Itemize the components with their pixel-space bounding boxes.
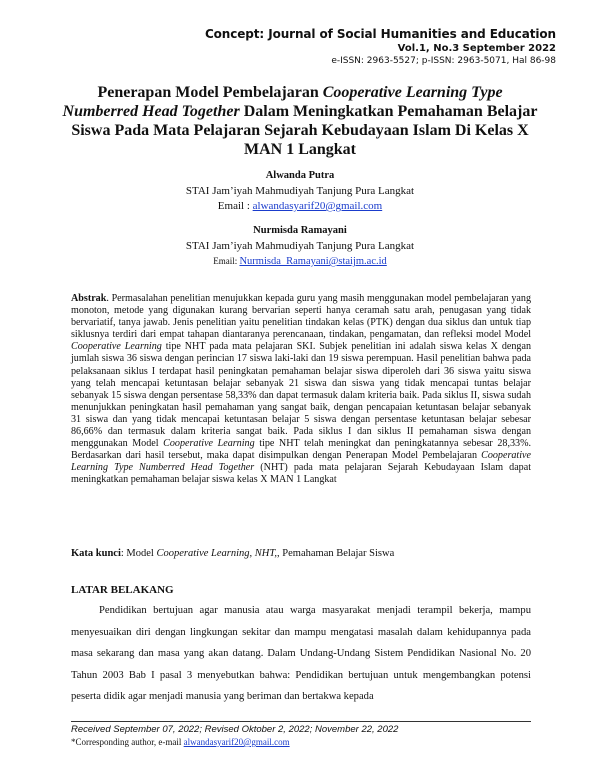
abstract-italic-1: Cooperative Learning: [71, 341, 162, 353]
journal-issn: e-ISSN: 2963-5527; p-ISSN: 2963-5071, Hal 86-98: [331, 56, 556, 66]
abstract-text-4: (NHT) pada mata pelajaran Sejarah Kebudayaan Islam dapat meningkatkan pemahaman belajar siswa kelas X MAN 1 Langkat: [71, 462, 532, 486]
journal-name: Concept: Journal of Social Humanities and Education: [204, 27, 556, 41]
corresponding-author: [71, 737, 290, 747]
keywords-label: Kata kunci: [71, 548, 121, 559]
title-part-3: Dalam Meningkatkan Pemahaman Belajar Siswa Pada Mata Pelajaran Sejarah Kebudayaan Islam Di Kelas X MAN 1 Langkat: [71, 103, 538, 158]
author-2-email-line: [0, 256, 600, 267]
received-dates: Received September 07, 2022; Revised Oktober 2, 2022; November 22, 2022: [71, 724, 399, 735]
author-1-email-line: [0, 200, 600, 212]
author-1-email-link[interactable]: alwandasyarif20@gmail.com: [252, 200, 383, 212]
title-part-2: Cooperative Learning Type Numberred Head Together: [62, 84, 503, 120]
author-2-name: Nurmisda Ramayani: [253, 225, 347, 236]
keywords-italic: Cooperative Learning, NHT,: [156, 548, 278, 559]
author-2-affiliation: STAI Jam’iyah Mahmudiyah Tanjung Pura Langkat: [185, 240, 415, 252]
abstract-text-2: tipe NHT pada mata pelajaran SKI. Subjek penelitian ini adalah siswa kelas X dengan jumlah siswa 36 siswa dengan perincian 17 siswa laki-laki dan 19 siswa perempuan. Hasil penelitian bahwa pada pelaksanaan siklus I terdapat hasil peningkatan pemahaman belajar siswa diperoleh dari 36 siswa yaitu siswa yang telah mencapai ketuntasan belajar sebanyak 21 siswa dan siswa yang tidak mencapai tuntas belajar sebanyak 15 siswa dengan persentase 58,33% dan dapat termasuk dalam kriteria baik. Pada siklus II, siswa sudah menunjukkan peningkatan hasil pemahaman yang sangat baik, dengan pencapaian ketuntasan belajar sebanyak 31 siswa dan yang tidak mencapai ketuntasan belajar 5 siswa dengan persentase ketuntasan belajar sebesar 86,66% dan termasuk dalam kriteria sangat baik. Pada siklus I dan siklus II pemahaman siswa dengan menggunakan Model: [71, 341, 531, 450]
body-paragraph: Pendidikan bertujuan agar manusia atau warga masyarakat menjadi terampil bekerja, mampu menyesuaikan diri dengan lingkungan sekitar dan mampu mengatasi masalah dalam kehidupannya pada masa sekarang dan masa yang akan datang. Dalam Undang-Undang Sistem Pendidikan Nasional No. 20 Tahun 2003 Bab I pasal 3 menyebutkan bahwa: Pendidikan bertujuan untuk mengembangkan potensi peserta didik agar menjadi manusia yang beriman dan bertakwa kepada: [71, 605, 531, 703]
author-1-affiliation: STAI Jam’iyah Mahmudiyah Tanjung Pura Langkat: [185, 185, 415, 197]
keywords: [71, 548, 531, 559]
abstract: [71, 293, 531, 487]
journal-volume: Vol.1, No.3 September 2022: [397, 43, 556, 54]
footer-divider: [71, 721, 531, 722]
abstract-label: Abstrak: [71, 293, 107, 304]
title-part-1: Penerapan Model Pembelajaran: [97, 84, 323, 101]
author-1-email-label: Email :: [217, 200, 253, 212]
section-heading: LATAR BELAKANG: [71, 584, 174, 596]
abstract-text-1: . Permasalahan penelitian menujukkan kepada guru yang masih menggunakan model pembelajaran yang monoton, metode yang digunakan kurang bervarian seperti hanya ceramah satu arah, penugasan yang tidak bervariatif, tanya jawab. Jenis penelitian yaitu penelitian tindakan kelas (PTK) dengan dua siklus dan untuk tiap siklusnya terdiri dari empat tahapan diantaranya perencanaan, tindakan, pengamatan, dan refleksi model Model: [71, 293, 531, 341]
keywords-text-2: , Pemahaman Belajar Siswa: [277, 548, 395, 559]
abstract-italic-3: Cooperative Learning Type Numberred Head Together: [71, 450, 531, 474]
author-2-email-label: Email:: [213, 256, 240, 266]
paper-title: [60, 83, 540, 159]
author-2-email-link[interactable]: Nurmisda_Ramayani@staijm.ac.id: [239, 256, 387, 267]
corresponding-email-link[interactable]: alwandasyarif20@gmail.com: [183, 737, 290, 747]
abstract-text-3: tipe NHT telah meningkat dan peningkatannya sebesar 28,33%. Berdasarkan dari hasil tersebut, maka dapat disimpulkan dengan Penerapan Model Pembelajaran: [71, 438, 532, 462]
keywords-text-1: : Model: [120, 548, 157, 559]
corresponding-label: *Corresponding author, e-mail: [71, 737, 184, 747]
abstract-italic-2: Cooperative Learning: [163, 438, 255, 450]
author-1-name: Alwanda Putra: [265, 170, 335, 181]
